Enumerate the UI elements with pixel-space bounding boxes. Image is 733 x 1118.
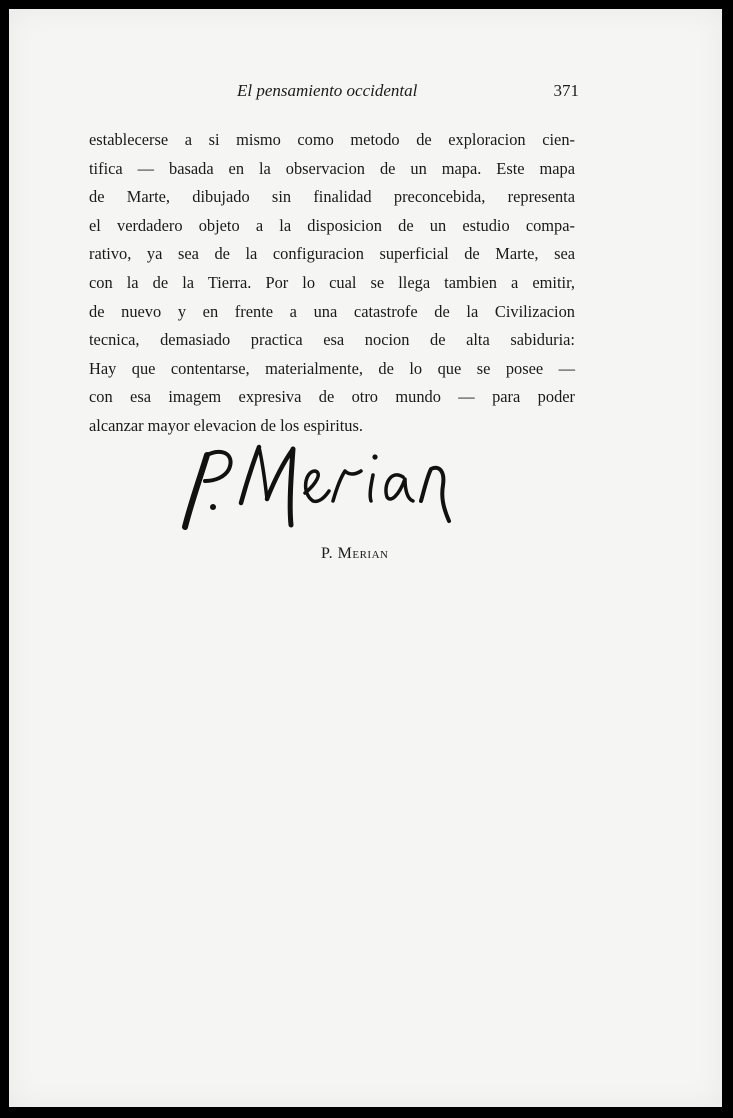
text-line: tifica — basada en la observacion de un mapa. Este mapa (89, 158, 575, 178)
text-line: establecerse a si mismo como metodo de exploracion cien- (89, 130, 575, 149)
text-line: con esa imagem expresiva de otro mundo — para poder (89, 387, 575, 407)
text-line: el verdadero objeto a la disposicion de un estudio compa- (89, 215, 575, 235)
author-surname: Merian (337, 545, 389, 562)
document-page (9, 9, 722, 1107)
text-line: tecnica, demasiado practica esa nocion de alta sabiduria: (89, 330, 575, 350)
page-number: 371 (553, 81, 579, 100)
text-line: de Marte, dibujado sin finalidad preconcebida, representa (89, 187, 575, 207)
text-line: de nuevo y en frente a una catastrofe de la Civilizacion (89, 301, 575, 321)
text-line: alcanzar mayor elevacion de los espiritus. (89, 415, 363, 435)
body-text (89, 126, 575, 441)
handwritten-signature (177, 441, 557, 541)
text-line: rativo, ya sea de la configuracion superficial de Marte, sea (89, 244, 575, 264)
running-head (89, 81, 579, 107)
author-initial: P. (321, 545, 334, 562)
author-name (321, 545, 388, 563)
text-line: con la de la Tierra. Por lo cual se llega tambien a emitir, (89, 272, 575, 292)
running-title: El pensamiento occidental (237, 81, 418, 100)
text-line: Hay que contentarse, materialmente, de lo que se posee — (89, 358, 575, 378)
